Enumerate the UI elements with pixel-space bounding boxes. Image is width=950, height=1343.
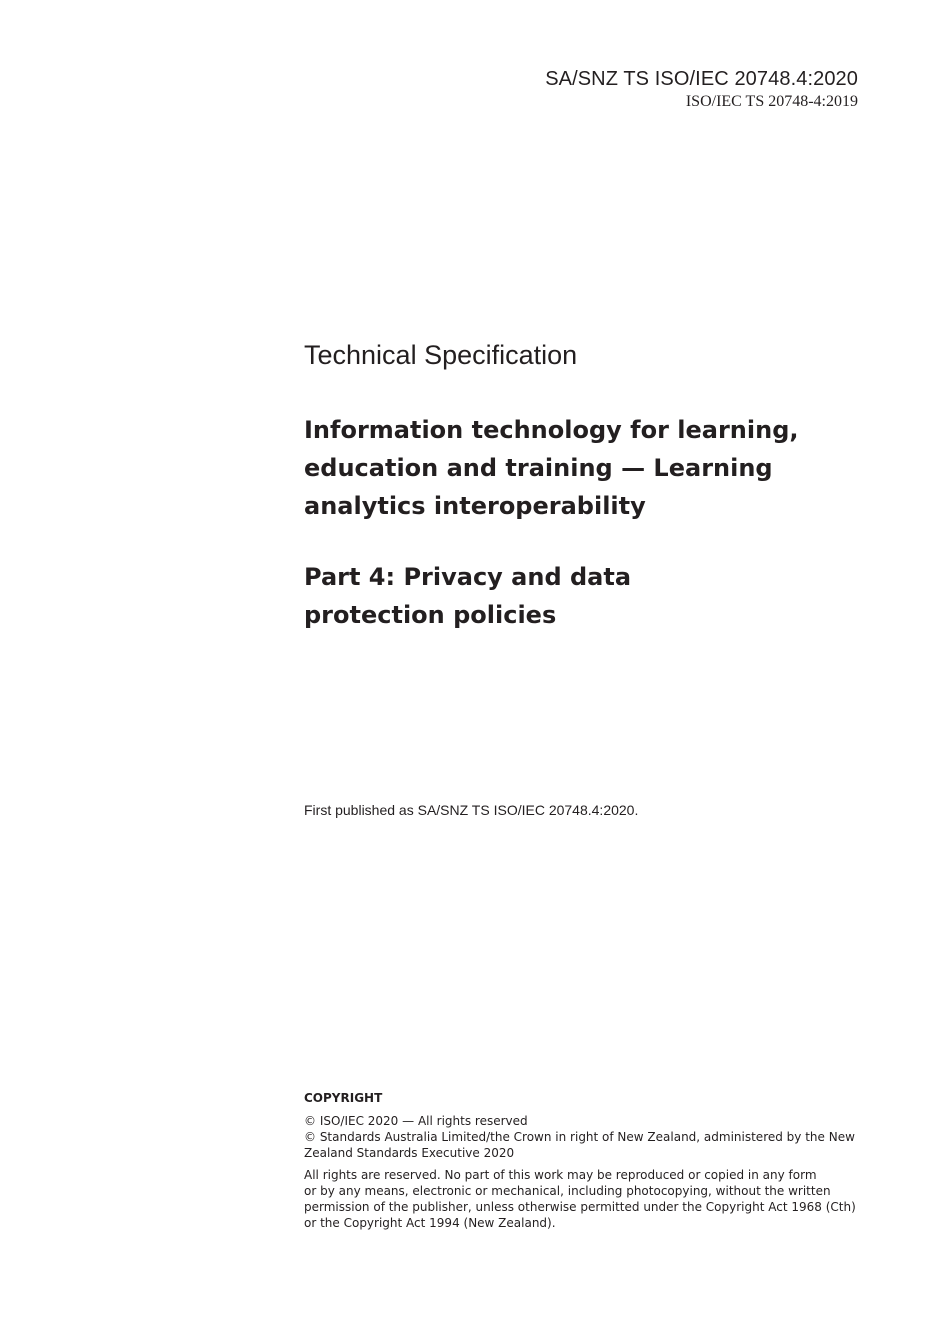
document-kind: Technical Specification (304, 340, 578, 370)
title-line: education and training — Learning (304, 454, 773, 482)
part-title (304, 558, 704, 634)
rights-statement-line: or by any means, electronic or mechanical, including photocopying, without the written (304, 1184, 831, 1198)
copyright-notice (304, 1113, 864, 1161)
rights-statement-line: permission of the publisher, unless otherwise permitted under the Copyright Act 1968 (Cth) (304, 1200, 856, 1214)
document-header (545, 66, 858, 112)
title-line: analytics interoperability (304, 492, 646, 520)
part-title-line: Part 4: Privacy and data (304, 563, 632, 591)
rights-statement (304, 1167, 864, 1231)
rights-statement-line: or the Copyright Act 1994 (New Zealand). (304, 1216, 556, 1230)
standard-designation: SA/SNZ TS ISO/IEC 20748.4:2020 (545, 68, 858, 90)
copyright-notice-line: © Standards Australia Limited/the Crown in right of New Zealand, administered by the New (304, 1130, 855, 1144)
part-title-line: protection policies (304, 601, 557, 629)
first-published-note: First published as SA/SNZ TS ISO/IEC 20748.4:2020. (304, 802, 639, 818)
copyright-heading: COPYRIGHT (304, 1091, 383, 1105)
document-title (304, 411, 864, 525)
copyright-section (304, 1090, 864, 1237)
rights-statement-line: All rights are reserved. No part of this work may be reproduced or copied in any form (304, 1168, 817, 1182)
copyright-notice-line: Zealand Standards Executive 2020 (304, 1146, 515, 1160)
copyright-notice-line: © ISO/IEC 2020 — All rights reserved (304, 1114, 528, 1128)
title-line: Information technology for learning, (304, 416, 799, 444)
iso-designation: ISO/IEC TS 20748-4:2019 (685, 93, 858, 110)
